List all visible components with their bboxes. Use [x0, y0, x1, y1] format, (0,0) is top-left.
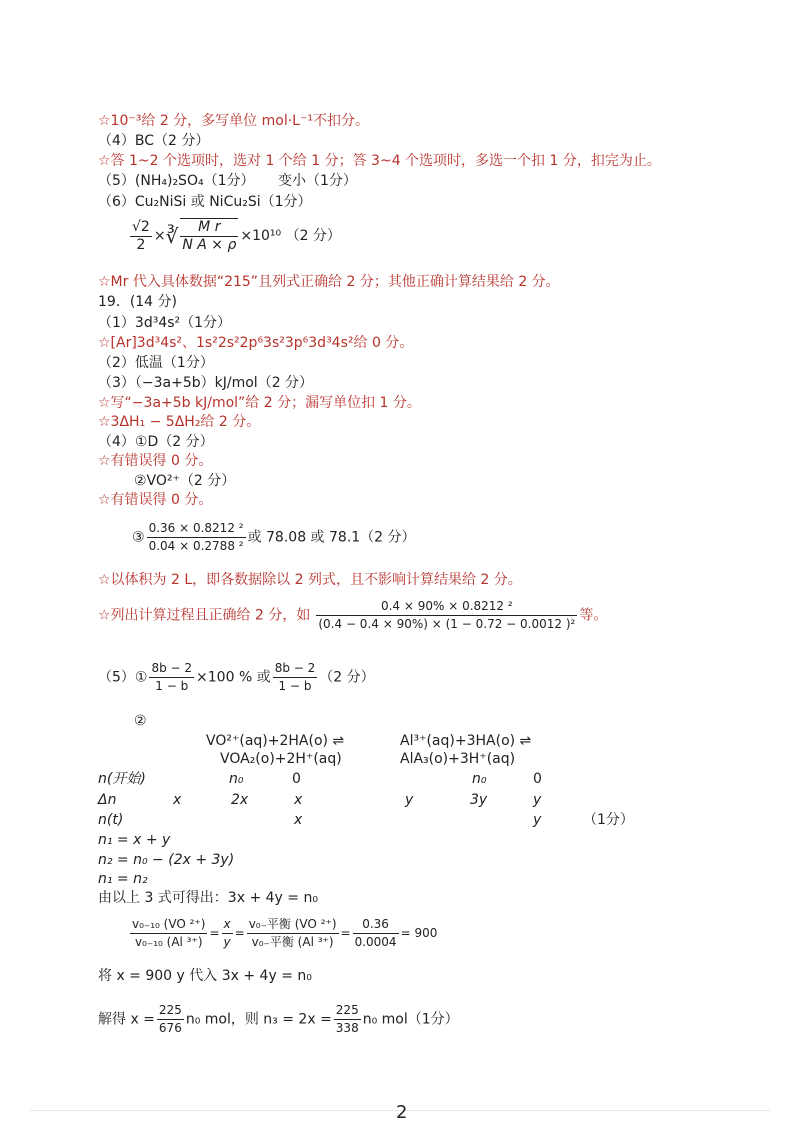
formula-mid: ×100 % 或: [196, 669, 271, 686]
derivation-5: 将 x = 900 y 代入 3x + 4y = n₀: [98, 968, 312, 984]
frac-den: 0.0004: [354, 935, 397, 949]
row-delta-cell: 3y: [470, 792, 488, 808]
answer-5: （5）(NH₄)₂SO₄（1分）: [98, 173, 255, 189]
frac-num: v₀₋₁₀ (VO ²⁺): [130, 916, 207, 934]
label-5-1: （5）①: [98, 669, 148, 686]
frac-num: 0.36: [353, 916, 399, 934]
equals: =: [209, 926, 220, 940]
answer-19-4-2: ②VO²⁺（2 分）: [134, 473, 236, 489]
row-delta-cell: x: [294, 792, 303, 808]
row-t-score: （1分）: [583, 812, 634, 828]
frac-num: 225: [334, 1002, 361, 1020]
row-t-cell: y: [533, 812, 542, 828]
equation-vo-bottom: VOA₂(o)+2H⁺(aq): [220, 751, 342, 767]
note-config: ☆[Ar]3d³4s²、1s²2s²2p⁶3s²3p⁶3d³4s²给 0 分。: [98, 335, 414, 351]
frac-num: 0.4 × 90% × 0.8212 ²: [316, 598, 577, 616]
frac-den: 338: [335, 1021, 359, 1035]
frac-num: M r: [180, 219, 238, 237]
row-t-label: n(t): [98, 812, 124, 828]
answer-5-change: 变小（1分）: [278, 173, 357, 189]
derivation-3: n₁ = n₂: [98, 871, 148, 887]
equation-vo-top: VO²⁺(aq)+2HA(o) ⇌: [206, 733, 345, 749]
derivation-6: [98, 1002, 459, 1037]
frac-num: 8b − 2: [149, 660, 194, 678]
note-process-tail: 等。: [579, 607, 608, 624]
solve-pre: 解得 x =: [98, 1011, 155, 1028]
note-unit: ☆10⁻³给 2 分，多写单位 mol·L⁻¹不扣分。: [98, 113, 369, 129]
frac-num: 8b − 2: [273, 660, 318, 678]
label-5-2: ②: [134, 713, 147, 729]
frac-den: N A × ρ: [182, 237, 237, 253]
ratio-result: = 900: [400, 926, 438, 940]
frac-den: 2: [136, 236, 146, 253]
frac-den: (0.4 − 0.4 × 90%) × (1 − 0.72 − 0.0012 )²: [318, 617, 576, 631]
answer-19-5-1: [98, 660, 375, 695]
derivation-1: n₁ = x + y: [98, 832, 171, 848]
row-start-cell: n₀: [472, 771, 487, 787]
circle-3: ③: [132, 529, 145, 546]
frac-den: v₀₋₁₀ (Al ³⁺): [134, 935, 203, 949]
formula-tail: （2 分）: [319, 669, 375, 686]
note-process-text: ☆列出计算过程且正确给 2 分，如: [98, 607, 311, 624]
frac-den: v₀₋平衡 (Al ³⁺): [251, 935, 334, 949]
note-error-2: ☆有错误得 0 分。: [98, 492, 213, 508]
answer-19-1: （1）3d³4s²（1分）: [98, 315, 232, 331]
frac-den: 1 − b: [278, 679, 312, 693]
equation-al-top: Al³⁺(aq)+3HA(o) ⇌: [400, 733, 532, 749]
equals: =: [234, 926, 245, 940]
page-number: 2: [396, 1102, 408, 1123]
frac-den: y: [223, 935, 231, 949]
frac-den: 0.04 × 0.2788 ²: [148, 539, 244, 553]
derivation-4: 由以上 3 式可得出：3x + 4y = n₀: [98, 890, 318, 906]
answer-19-4-1: （4）①D（2 分）: [98, 434, 214, 450]
note-volume: ☆以体积为 2 L，即各数据除以 2 列式，且不影响计算结果给 2 分。: [98, 572, 522, 588]
equals: =: [340, 926, 351, 940]
frac-num: v₀₋平衡 (VO ²⁺): [247, 916, 339, 934]
note-process: [98, 598, 607, 633]
solve-tail: n₀ mol（1分）: [362, 1011, 459, 1028]
frac-num: √2: [132, 218, 150, 235]
row-delta-cell: y: [533, 792, 542, 808]
row-start-cell: 0: [292, 771, 301, 787]
row-delta-cell: 2x: [231, 792, 249, 808]
answer-6: （6）Cu₂NiSi 或 NiCu₂Si（1分）: [98, 194, 312, 210]
frac-den: 676: [158, 1021, 182, 1035]
frac-num: 225: [157, 1002, 184, 1020]
rate-ratio: [128, 916, 437, 951]
solve-mid: n₀ mol，则 n₃ = 2x =: [185, 1011, 332, 1028]
note-options: ☆答 1~2 个选项时，选对 1 个给 1 分；答 3~4 个选项时，多选一个扣 1 分，扣完为止。: [98, 153, 661, 169]
note-enthalpy: ☆3ΔH₁ − 5ΔH₂给 2 分。: [98, 414, 261, 430]
formula-tail: 或 78.08 或 78.1（2 分）: [247, 529, 416, 546]
row-t-cell: x: [294, 812, 303, 828]
answer-4: （4）BC（2 分）: [98, 133, 210, 149]
formula-k: [132, 520, 416, 555]
equation-al-bottom: AlA₃(o)+3H⁺(aq): [400, 751, 516, 767]
derivation-2: n₂ = n₀ − (2x + 3y): [98, 852, 235, 868]
frac-num: 0.36 × 0.8212 ²: [147, 520, 246, 538]
question-19: 19．(14 分): [98, 294, 178, 310]
row-delta-label: Δn: [98, 792, 117, 808]
row-delta-cell: x: [173, 792, 182, 808]
row-delta-cell: y: [405, 792, 414, 808]
formula-density: $\frac{√2}{2}$ ×∛ $\frac{\text{M r}}{\text{N A × ρ}}$ ×10¹⁰ （2 分）: [132, 218, 341, 253]
row-start-cell: 0: [533, 771, 542, 787]
answer-19-3: （3）（−3a+5b）kJ/mol（2 分）: [98, 375, 314, 391]
frac-num: x: [222, 916, 233, 934]
note-mr: ☆Mr 代入具体数据“215”且列式正确给 2 分；其他正确计算结果给 2 分。: [98, 274, 560, 290]
formula-tail: ×10¹⁰ （2 分）: [240, 228, 341, 244]
frac-den: 1 − b: [155, 679, 189, 693]
row-start-label: n(开始): [98, 771, 146, 787]
note-unit-2: ☆写“−3a+5b kJ/mol”给 2 分；漏写单位扣 1 分。: [98, 395, 421, 411]
answer-19-2: （2）低温（1分）: [98, 355, 214, 371]
note-error-1: ☆有错误得 0 分。: [98, 453, 213, 469]
row-start-cell: n₀: [229, 771, 244, 787]
